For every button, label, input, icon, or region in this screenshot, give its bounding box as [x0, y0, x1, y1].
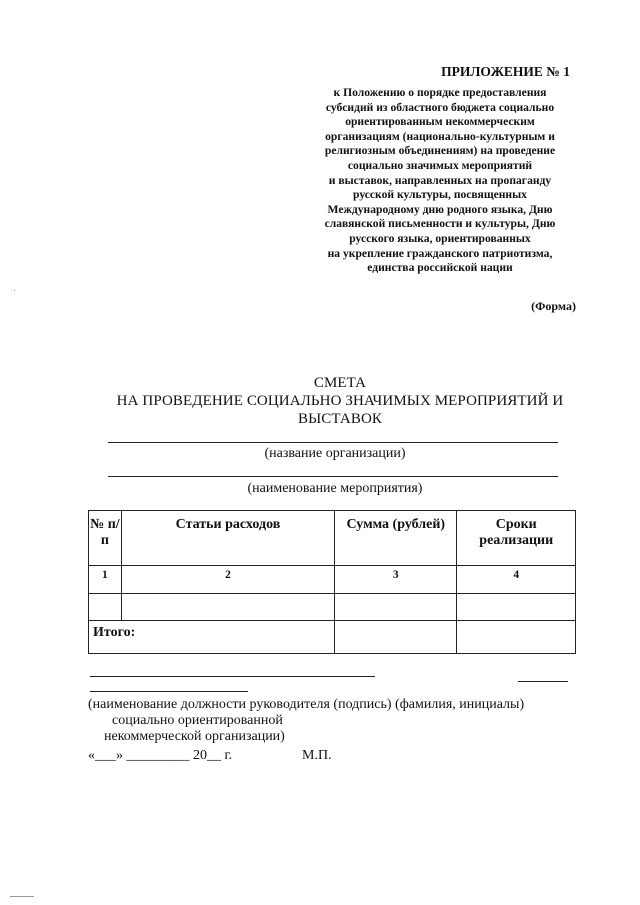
appendix-line: организациям (национально-культурным и: [325, 129, 555, 143]
stamp-label: М.П.: [302, 748, 332, 763]
total-amount-cell[interactable]: [335, 621, 457, 654]
signature-caption-line: социально ориентированной: [112, 713, 283, 728]
appendix-line: социально значимых мероприятий: [347, 158, 533, 172]
signature-caption-line: некоммерческой организации): [104, 729, 285, 744]
title-line: СМЕТА: [313, 375, 367, 391]
appendix-line: субсидий из областного бюджета социально: [325, 100, 555, 114]
table-cell[interactable]: [89, 594, 122, 621]
document-title: [80, 374, 600, 428]
column-number: 1: [89, 566, 122, 594]
position-line[interactable]: [90, 676, 375, 677]
title-line: НА ПРОВЕДЕНИЕ СОЦИАЛЬНО ЗНАЧИМЫХ МЕРОПРИЯТИЙ И: [116, 393, 564, 409]
appendix-line: Международному дню родного языка, Дню: [327, 202, 553, 216]
appendix-line: русской культуры, посвященных: [353, 188, 527, 202]
appendix-title: ПРИЛОЖЕНИЕ № 1: [441, 64, 570, 79]
scan-speck: [14, 290, 15, 291]
total-row: [89, 621, 576, 654]
appendix-line: и выставок, направленных на пропаганду: [328, 173, 552, 187]
table-header-row: [89, 511, 576, 566]
appendix-line: русского языка, ориентированных: [349, 231, 531, 245]
appendix-line: к Положению о порядке предоставления: [333, 86, 547, 99]
column-number-row: [89, 566, 576, 594]
total-terms-cell[interactable]: [457, 621, 576, 654]
header-terms: Сроки реализации: [457, 511, 576, 566]
signature-line[interactable]: [90, 691, 248, 692]
org-name-caption: (название организации): [264, 446, 406, 461]
column-number: 4: [457, 566, 576, 594]
org-name-line[interactable]: [108, 442, 558, 443]
form-label: (Форма): [531, 299, 576, 313]
table-cell[interactable]: [335, 594, 457, 621]
appendix-line: единства российской нации: [367, 261, 513, 275]
scan-speck: [10, 896, 34, 897]
signature-caption: (наименование должности руководителя (подпись) (фамилия, инициалы): [88, 697, 525, 712]
date-field[interactable]: «___» _________ 20__ г.: [88, 748, 233, 763]
header-amount: Сумма (рублей): [335, 511, 457, 566]
column-number: 2: [121, 566, 334, 594]
appendix-line: ориентированным некоммерческим: [345, 115, 535, 129]
appendix-line: славянской письменности и культуры, Дню: [324, 217, 556, 231]
title-line: ВЫСТАВОК: [298, 411, 382, 427]
initials-line[interactable]: [518, 681, 568, 682]
appendix-line: религиозным объединениям) на проведение: [324, 144, 556, 158]
event-name-line[interactable]: [108, 476, 558, 477]
table-row: [89, 594, 576, 621]
column-number: 3: [335, 566, 457, 594]
appendix-description: [300, 86, 580, 276]
table-cell[interactable]: [457, 594, 576, 621]
appendix-line: на укрепление гражданского патриотизма,: [327, 246, 553, 260]
estimate-table: [88, 510, 576, 654]
table-cell[interactable]: [121, 594, 334, 621]
header-number: № п/п: [89, 511, 122, 566]
event-name-caption: (наименование мероприятия): [247, 481, 423, 496]
total-label: Итого:: [89, 621, 335, 654]
header-expense-items: Статьи расходов: [121, 511, 334, 566]
